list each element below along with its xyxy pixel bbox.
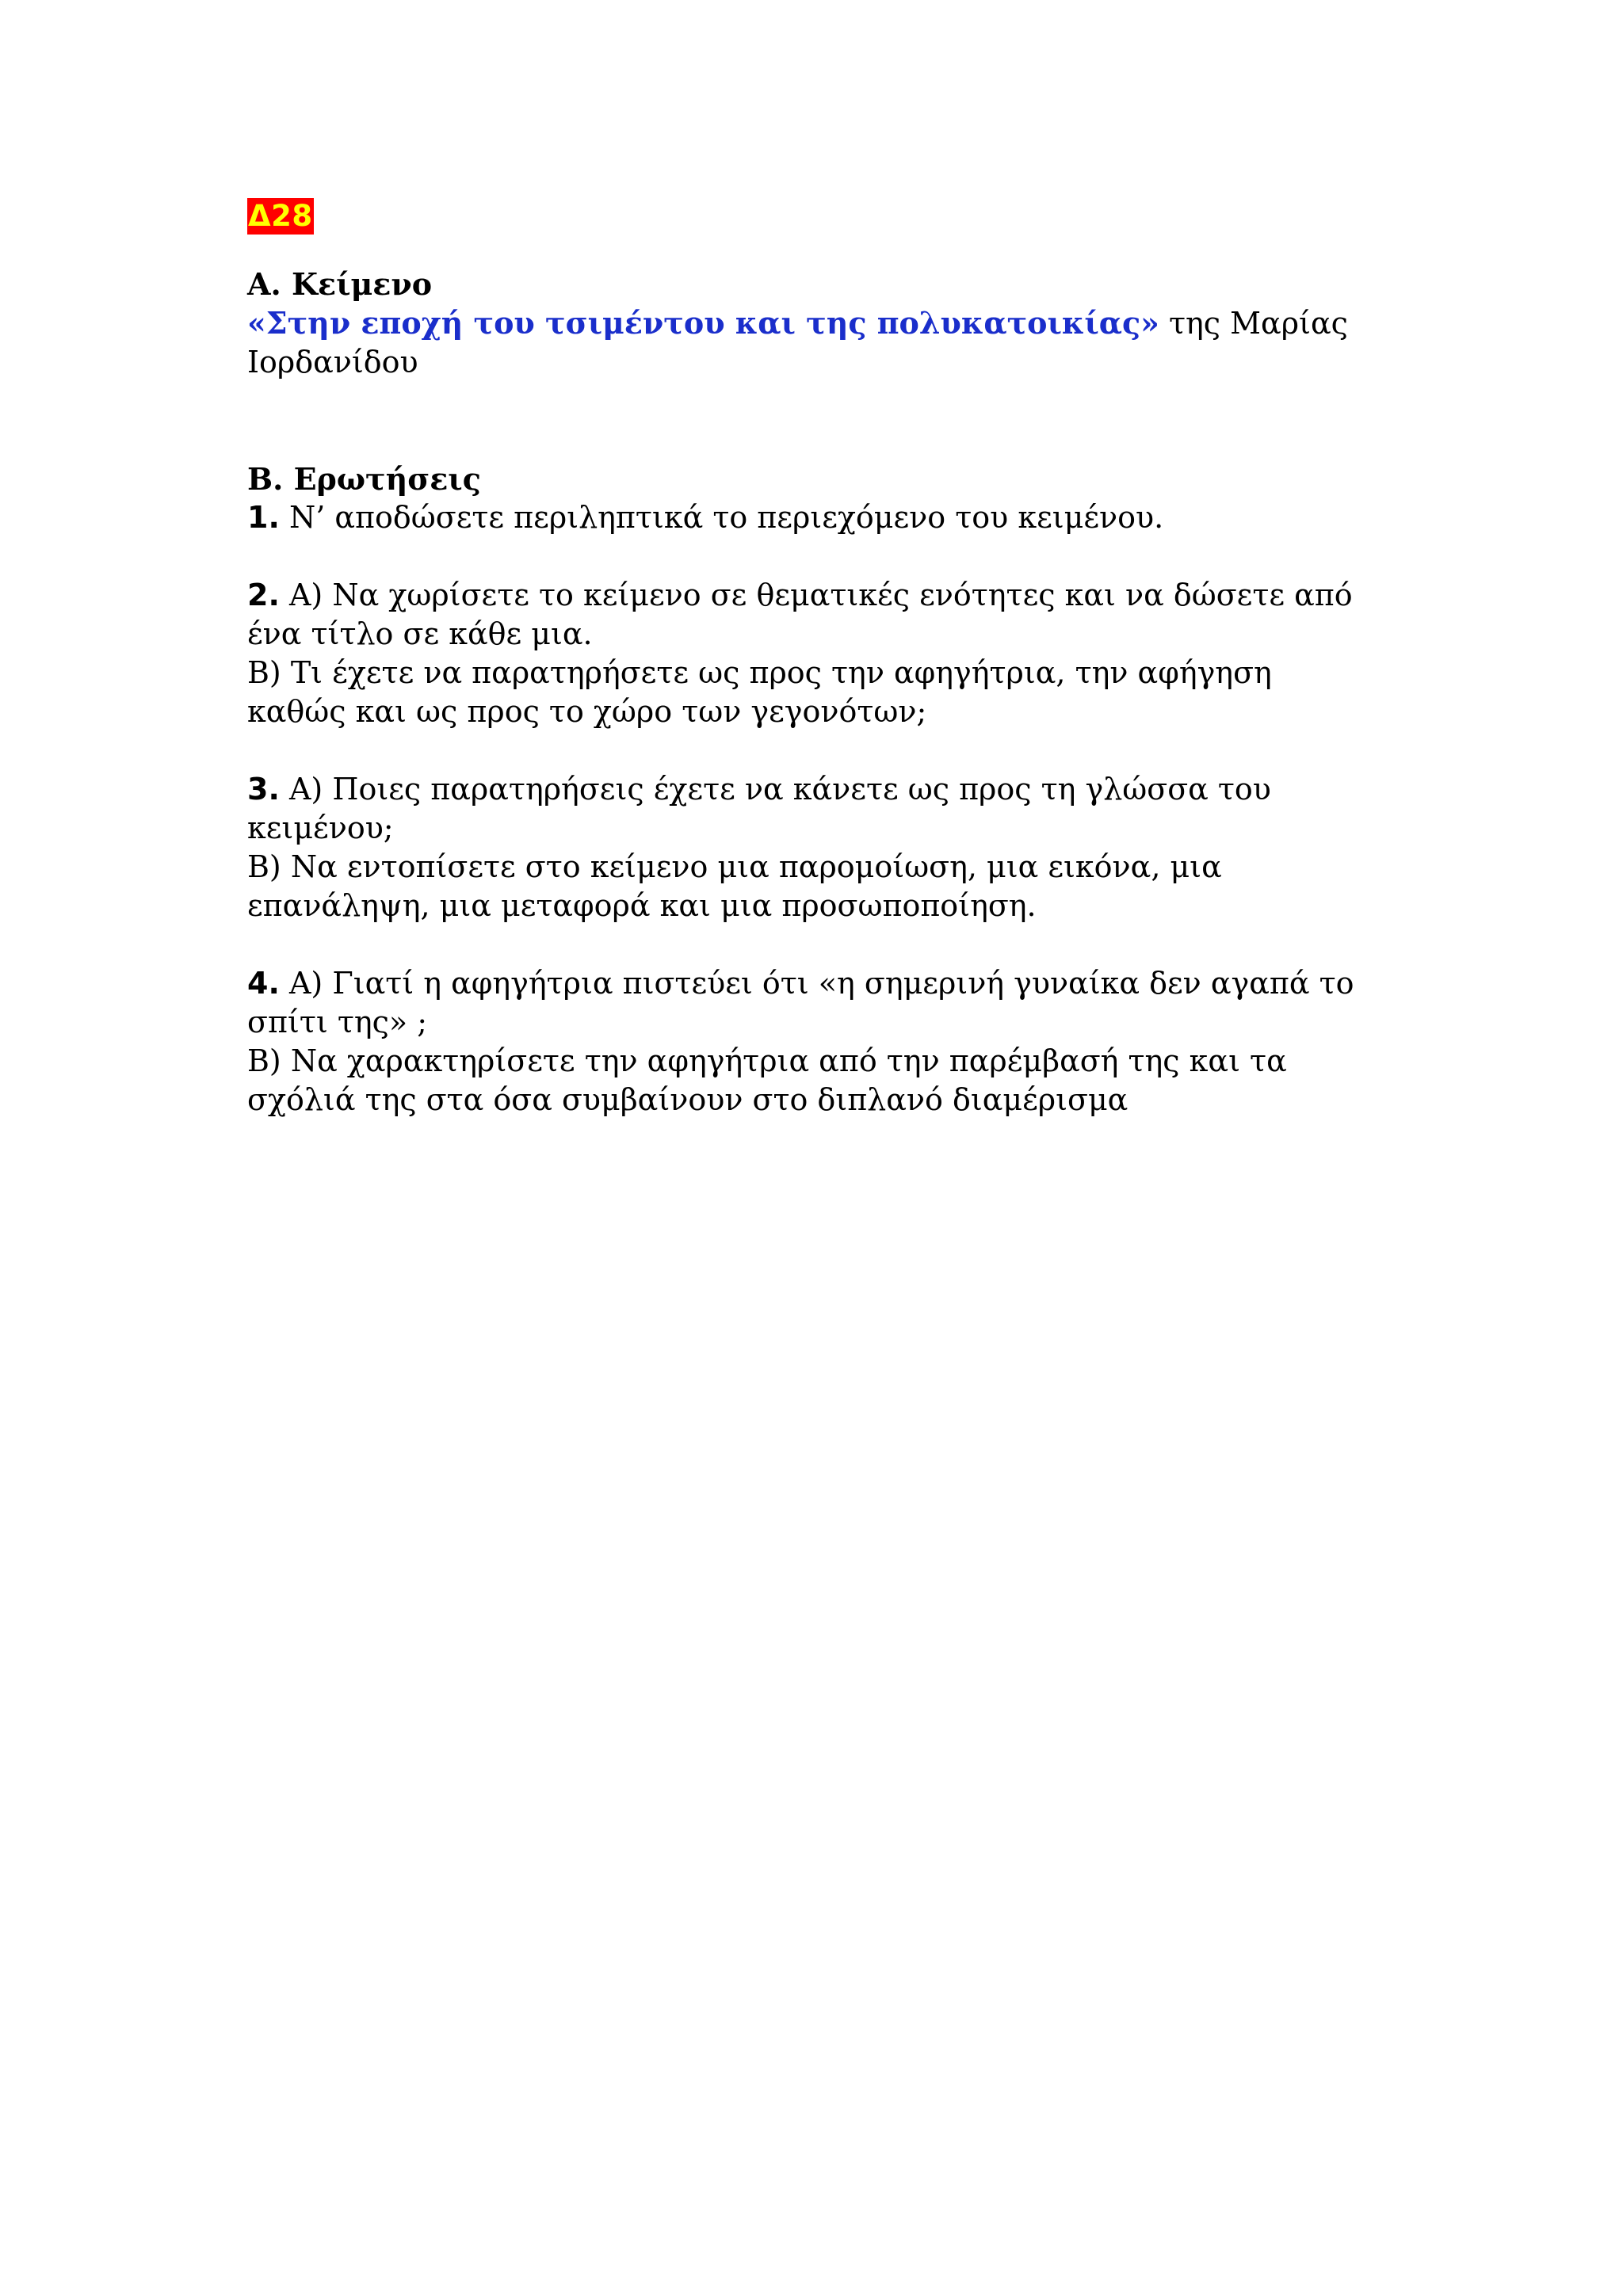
question-number: 4. bbox=[247, 966, 280, 1001]
section-a-heading: Α. Κείμενο bbox=[247, 266, 433, 302]
question-line: σχόλιά της στα όσα συμβαίνουν στο διπλανό διαμέρισμα bbox=[247, 1082, 1128, 1117]
document-page bbox=[247, 198, 1388, 1119]
section-b bbox=[247, 460, 1388, 1119]
question-line: Β) Να χαρακτηρίσετε την αφηγήτρια από την παρέμβασή της και τα bbox=[247, 1043, 1287, 1078]
question-line: επανάληψη, μια μεταφορά και μια προσωποποίηση. bbox=[247, 888, 1037, 923]
section-a bbox=[247, 265, 1388, 382]
question-line: καθώς και ως προς το χώρο των γεγονότων; bbox=[247, 694, 927, 729]
question-line: σπίτι της» ; bbox=[247, 1005, 428, 1039]
author-line-2: Ιορδανίδου bbox=[247, 345, 418, 379]
question-number: 1. bbox=[247, 500, 280, 535]
question-line bbox=[247, 576, 1388, 615]
code-badge-row bbox=[247, 198, 1388, 235]
question-1 bbox=[247, 498, 1388, 537]
author-line-1: της Μαρίας bbox=[1159, 306, 1348, 341]
question-2 bbox=[247, 576, 1388, 731]
question-text: Α) Ποιες παρατηρήσεις έχετε να κάνετε ως προς τη γλώσσα του bbox=[288, 772, 1271, 807]
question-4 bbox=[247, 964, 1388, 1119]
question-text: Ν’ αποδώσετε περιληπτικά το περιεχόμενο του κειμένου. bbox=[288, 500, 1164, 535]
question-3 bbox=[247, 770, 1388, 925]
question-line: Β) Να εντοπίσετε στο κείμενο μια παρομοίωση, μια εικόνα, μια bbox=[247, 849, 1222, 884]
code-badge: Δ28 bbox=[248, 199, 313, 233]
section-b-heading: Β. Ερωτήσεις bbox=[247, 461, 481, 497]
question-number: 2. bbox=[247, 578, 280, 612]
question-line bbox=[247, 498, 1388, 537]
question-line bbox=[247, 964, 1388, 1003]
question-line: Β) Τι έχετε να παρατηρήσετε ως προς την αφηγήτρια, την αφήγηση bbox=[247, 655, 1272, 690]
question-line: κειμένου; bbox=[247, 810, 394, 845]
text-title-line bbox=[247, 303, 1388, 343]
question-text: Α) Να χωρίσετε το κείμενο σε θεματικές ενότητες και να δώσετε από bbox=[288, 578, 1353, 612]
question-line bbox=[247, 770, 1388, 809]
question-line: ένα τίτλο σε κάθε μια. bbox=[247, 616, 593, 651]
question-text: Α) Γιατί η αφηγήτρια πιστεύει ότι «η σημερινή γυναίκα δεν αγαπά το bbox=[288, 966, 1354, 1001]
question-number: 3. bbox=[247, 772, 280, 807]
text-title: «Στην εποχή του τσιμέντου και της πολυκατοικίας» bbox=[247, 305, 1159, 341]
